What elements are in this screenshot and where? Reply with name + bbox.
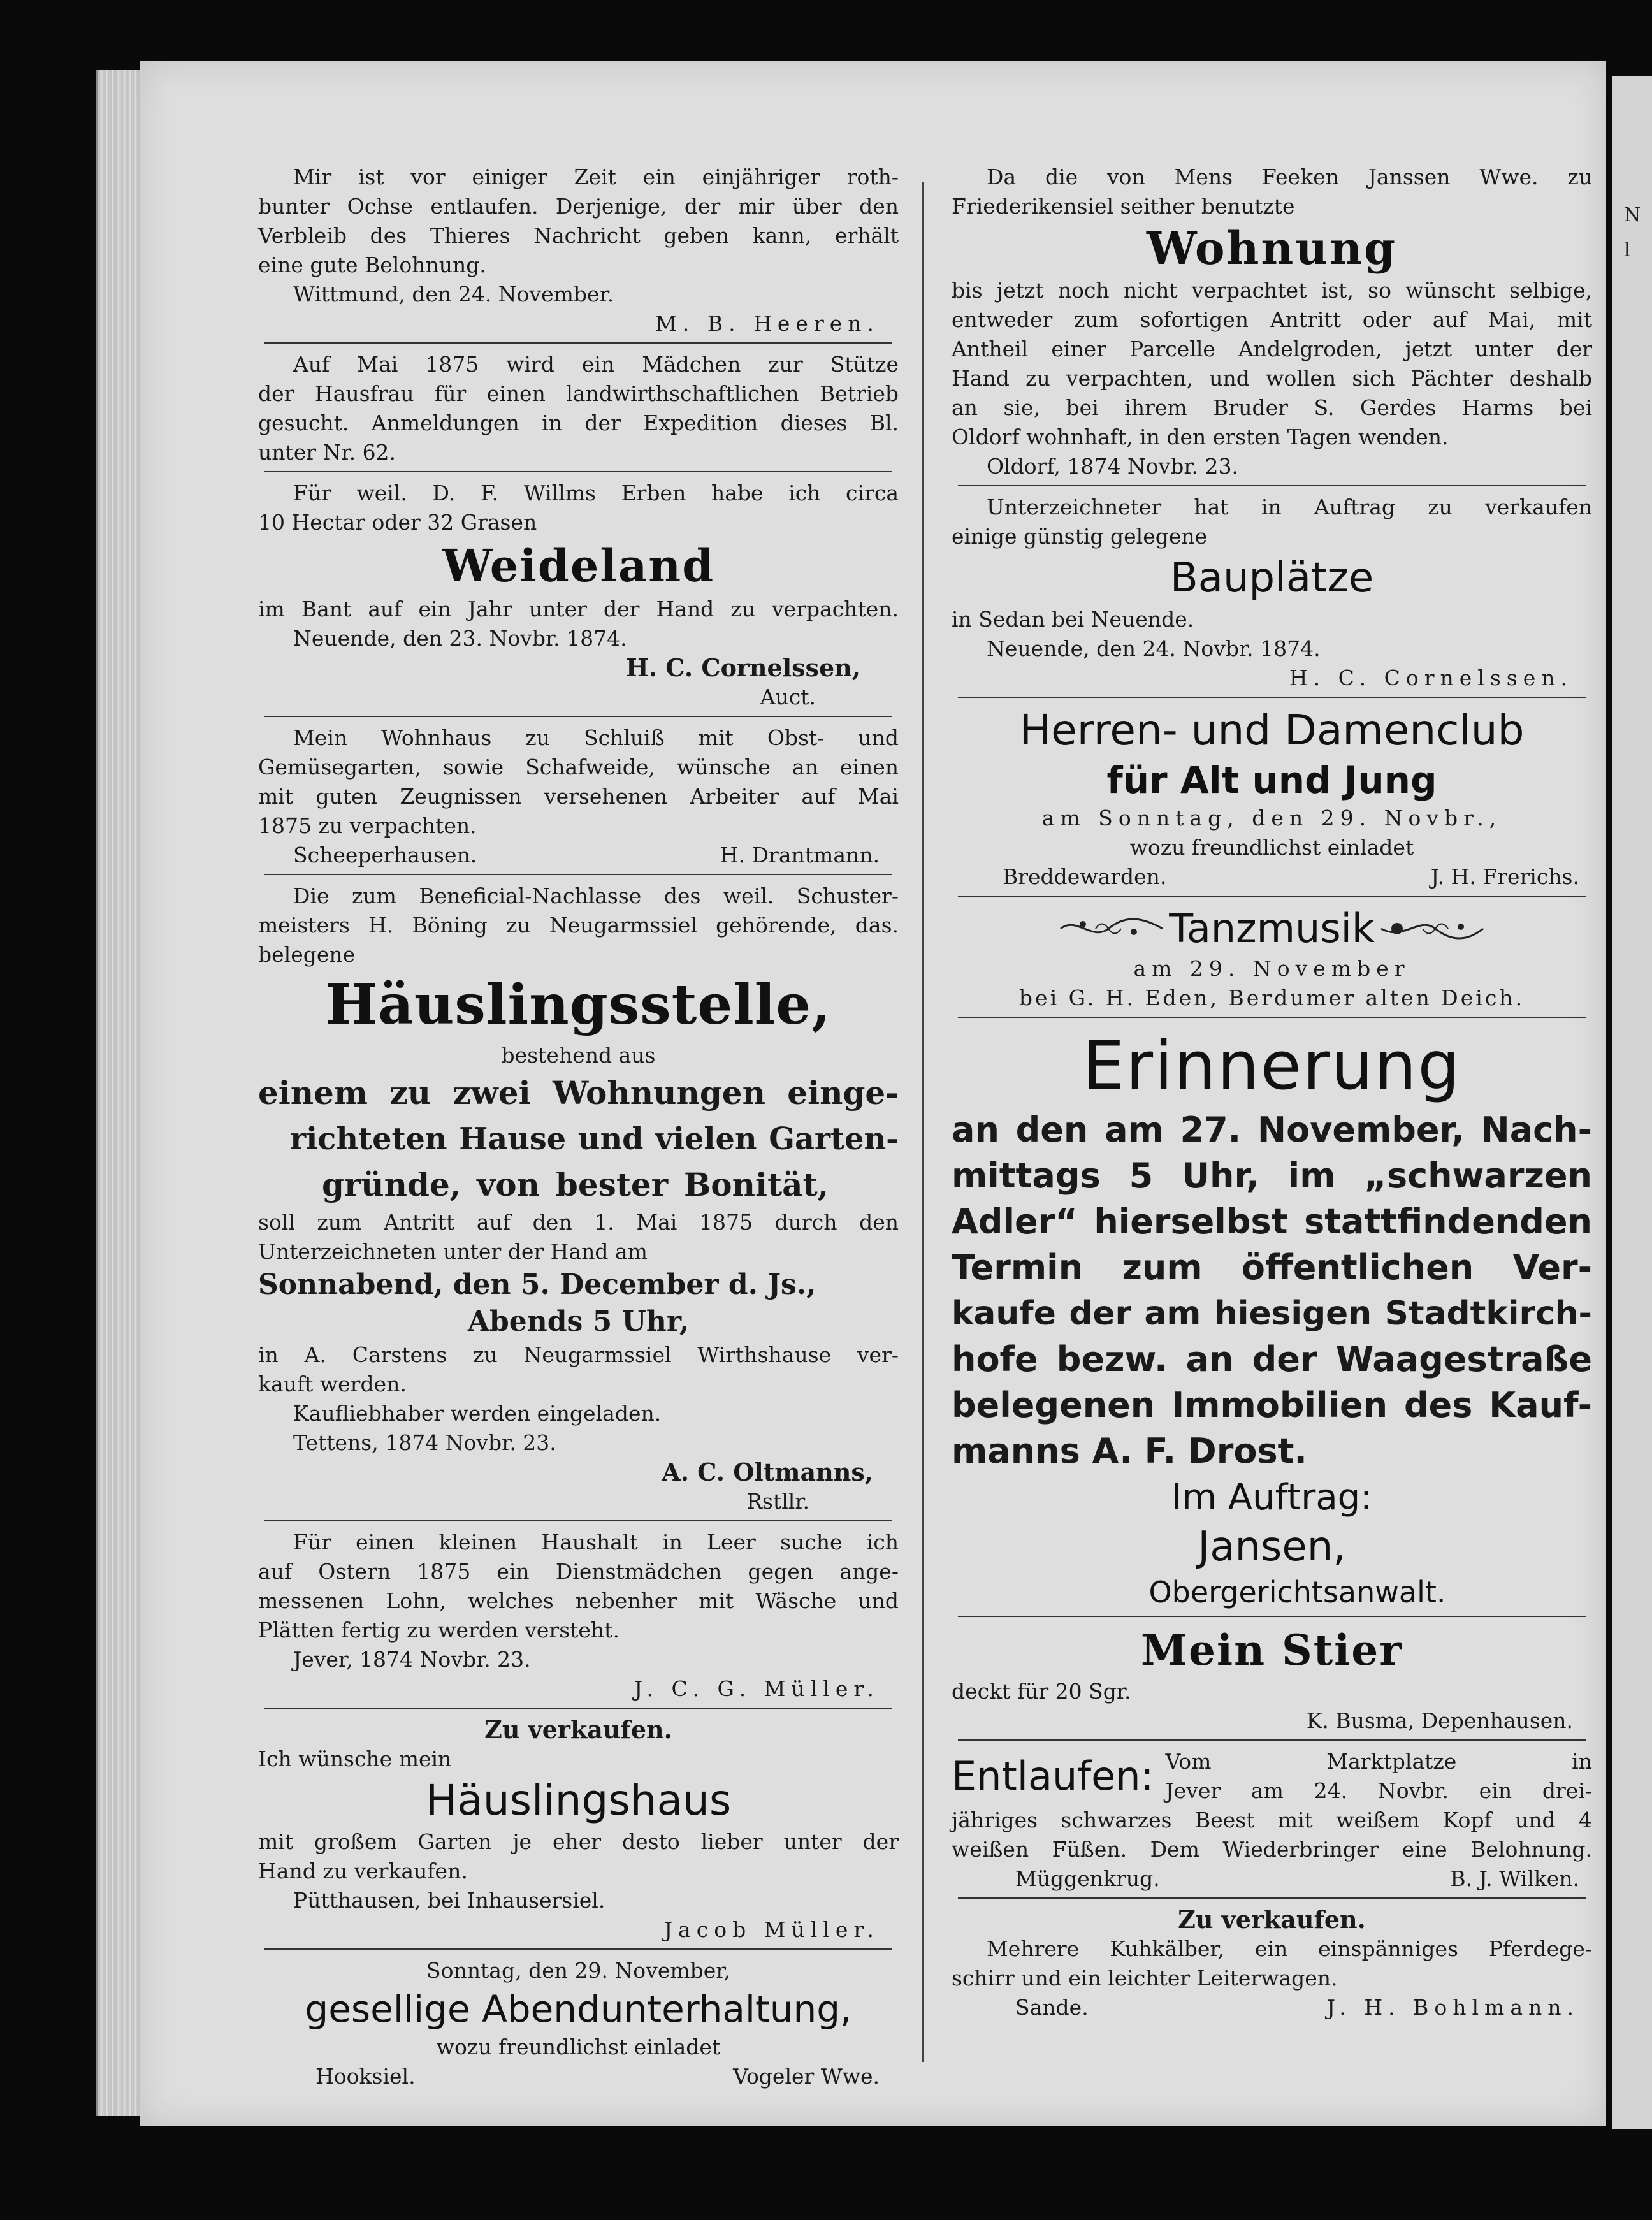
ad-text: unter Nr. 62.	[258, 440, 396, 465]
ad-big-text: einem zu zwei Wohnungen einge-	[258, 1074, 899, 1112]
ad-headline: Weideland	[442, 539, 715, 592]
ad-big-text: Adler“ hierselbst stattfindenden	[952, 1201, 1592, 1242]
adjacent-page-fragment: N	[1624, 204, 1641, 226]
ad-headline: Bauplätze	[1170, 555, 1374, 602]
ad-separator	[958, 896, 1586, 897]
ad-text: in Sedan bei Neuende.	[952, 607, 1194, 632]
ad-headline: Herren- und Damenclub	[1019, 706, 1525, 755]
ad-maid-wanted	[258, 350, 899, 467]
ad-erinnerung	[952, 1024, 1592, 1612]
ad-text: Gemüsegarten, sowie Schafweide, wünsche an einen	[258, 755, 899, 780]
ad-signature: J. H. Frerichs.	[1430, 864, 1579, 889]
ad-place: Breddewarden.	[1003, 864, 1167, 889]
ad-text: weißen Füßen. Dem Wiederbringer eine Belohnung.	[952, 1837, 1592, 1862]
ad-subline: bestehend aus	[501, 1043, 656, 1068]
ad-separator	[264, 874, 892, 875]
ad-maid-leer	[258, 1528, 899, 1704]
ad-tanzmusik	[952, 903, 1592, 1013]
right-column	[952, 163, 1592, 2022]
ad-text: deckt für 20 Sgr.	[952, 1679, 1131, 1704]
ad-text: Mehrere Kuhkälber, ein einspänniges Pferdege-	[987, 1936, 1592, 1961]
ad-signature: Vogeler Wwe.	[733, 2064, 880, 2089]
ornament-right-icon	[1378, 913, 1486, 945]
ad-subline: wozu freundlichst einladet	[1129, 835, 1414, 860]
ad-place: Sande.	[1015, 1995, 1089, 2020]
ad-weideland	[258, 479, 899, 712]
ad-title: Obergerichtsanwalt.	[1148, 1575, 1446, 1609]
column-divider	[922, 182, 924, 2062]
ad-separator	[958, 697, 1586, 698]
ad-headline: Erinnerung	[1082, 1027, 1461, 1105]
ad-damenclub	[952, 704, 1592, 892]
ad-text: Jever am 24. Novbr. ein drei-	[1165, 1778, 1592, 1803]
ad-auftrag: Im Auftrag:	[1171, 1477, 1373, 1518]
ad-date-line: Sonnabend, den 5. December d. Js.,	[258, 1268, 816, 1301]
ad-text: kauft werden.	[258, 1372, 407, 1397]
ad-text: belegene	[258, 942, 356, 967]
ad-text: Für weil. D. F. Willms Erben habe ich circa	[293, 481, 899, 505]
ad-signature: Jacob Müller.	[663, 1917, 880, 1942]
ad-text: Verbleib des Thieres Nachricht geben kann, erhält	[258, 223, 899, 248]
ad-separator	[264, 1708, 892, 1709]
ad-big-text: mittags 5 Uhr, im „schwarzen	[952, 1156, 1592, 1196]
ad-separator	[958, 485, 1586, 486]
ad-separator	[264, 1948, 892, 1950]
ad-stier	[952, 1623, 1592, 1736]
ad-signature: J. C. G. Müller.	[634, 1676, 880, 1701]
ad-text: messenen Lohn, welches nebenher mit Wäsche und	[258, 1588, 899, 1613]
ad-text: schirr und ein leichter Leiterwagen.	[952, 1966, 1338, 1991]
ad-place-date: Oldorf, 1874 Novbr. 23.	[987, 454, 1238, 479]
ad-text: Friederikensiel seither benutzte	[952, 194, 1295, 219]
ad-signature: B. J. Wilken.	[1450, 1866, 1579, 1891]
ad-text: Da die von Mens Feeken Janssen Wwe. zu	[987, 164, 1592, 189]
ad-signature: A. C. Oltmanns,	[662, 1458, 873, 1486]
ad-headline: Häuslingsstelle,	[325, 973, 832, 1037]
ad-big-text: hofe bezw. an der Waagestraße	[952, 1339, 1592, 1379]
ad-entlaufen	[952, 1747, 1592, 1894]
ad-headline: Häuslingshaus	[425, 1776, 732, 1825]
ad-text: Für einen kleinen Haushalt in Leer suche ich	[293, 1530, 899, 1555]
ad-headline: Wohnung	[1146, 222, 1398, 275]
ad-text: an sie, bei ihrem Bruder S. Gerdes Harms bei	[952, 395, 1592, 420]
ad-heading: Zu verkaufen.	[484, 1715, 672, 1744]
ad-text: Plätten fertig zu werden versteht.	[258, 1618, 620, 1643]
ad-text: soll zum Antritt auf den 1. Mai 1875 durch den	[258, 1210, 899, 1235]
ad-separator	[958, 1017, 1586, 1018]
ad-text: Mein Wohnhaus zu Schluiß mit Obst- und	[293, 725, 899, 750]
ad-signature: K. Busma, Depenhausen.	[1306, 1708, 1573, 1733]
ad-text: Mir ist vor einiger Zeit ein einjähriger roth-	[293, 164, 899, 189]
ad-wohnung	[952, 163, 1592, 481]
ornament-left-icon	[1057, 913, 1166, 945]
ad-place: Scheeperhausen.	[293, 843, 477, 867]
ad-zu-verkaufen	[952, 1905, 1592, 2022]
ad-big-text: kaufe der am hiesigen Stadtkirch-	[952, 1295, 1592, 1333]
ad-text: jähriges schwarzes Beest mit weißem Kopf und 4	[952, 1808, 1592, 1832]
ad-bauplaetze	[952, 493, 1592, 693]
ad-signature: M. B. Heeren.	[655, 311, 880, 336]
ad-place-date: Wittmund, den 24. November.	[293, 282, 614, 307]
adjacent-page	[1612, 76, 1652, 2129]
ad-separator	[958, 1739, 1586, 1741]
ad-text: eine gute Belohnung.	[258, 252, 486, 277]
ad-date: am Sonntag, den 29. Novbr.,	[1041, 806, 1502, 831]
ad-text: gesucht. Anmeldungen in der Expedition dieses Bl.	[258, 410, 899, 435]
ad-text: 1875 zu verpachten.	[258, 813, 477, 838]
ad-abendunterhaltung	[258, 1956, 899, 2091]
ad-headline: gesellige Abendunterhaltung,	[305, 1987, 852, 2031]
ad-place-date: Jever, 1874 Novbr. 23.	[293, 1647, 531, 1672]
ad-date: am 29. November	[1133, 956, 1410, 981]
ad-text: bunter Ochse entlaufen. Derjenige, der mir über den	[258, 194, 899, 219]
ad-signature-title: Rstllr.	[746, 1489, 809, 1514]
ad-separator	[264, 342, 892, 344]
ad-big-text: manns A. F. Drost.	[952, 1431, 1307, 1471]
ad-text: meisters H. Böning zu Neugarmssiel gehörende, das.	[258, 913, 899, 938]
ad-separator	[264, 1520, 892, 1521]
ad-text: im Bant auf ein Jahr unter der Hand zu verpachten.	[258, 597, 899, 621]
ad-headline: Tanzmusik	[1169, 905, 1375, 952]
ad-signature-title: Auct.	[760, 685, 816, 709]
ad-text: mit großem Garten je eher desto lieber unter der	[258, 1829, 899, 1854]
ad-separator	[958, 1616, 1586, 1617]
ad-signature: H. C. Cornelssen.	[1289, 665, 1573, 690]
ad-text: Unterzeichneter hat in Auftrag zu verkaufen	[987, 495, 1592, 519]
left-column	[258, 163, 899, 2091]
ad-big-text: gründe, von bester Bonität,	[322, 1166, 829, 1203]
ad-place: Pütthausen, bei Inhausersiel.	[293, 1888, 605, 1913]
ad-text: Vom Marktplatze in	[1165, 1749, 1592, 1774]
ad-text: in A. Carstens zu Neugarmssiel Wirthshause ver-	[258, 1342, 899, 1367]
ad-heading: Zu verkaufen.	[1178, 1905, 1366, 1934]
ad-place-date: Neuende, den 24. Novbr. 1874.	[987, 636, 1321, 661]
ad-place: Hooksiel.	[315, 2064, 416, 2089]
ad-place-date: Neuende, den 23. Novbr. 1874.	[293, 626, 627, 651]
ad-signature: J. H. Bohlmann.	[1326, 1995, 1579, 2020]
ad-big-text: an den am 27. November, Nach-	[952, 1110, 1592, 1150]
ad-signature: H. C. Cornelssen,	[625, 653, 860, 682]
ad-separator	[958, 1897, 1586, 1899]
ad-text: 10 Hectar oder 32 Grasen	[258, 510, 537, 535]
ad-text: der Hausfrau für einen landwirthschaftlichen Betrieb	[258, 381, 899, 406]
ad-date: Sonntag, den 29. November,	[426, 1958, 730, 1983]
ad-haeuslingshaus	[258, 1715, 899, 1945]
ad-signature: H. Drantmann.	[720, 843, 880, 867]
ad-text: Ich wünsche mein	[258, 1746, 452, 1771]
ad-place-date: Tettens, 1874 Novbr. 23.	[293, 1430, 556, 1455]
ad-headline: Mein Stier	[1140, 1625, 1403, 1675]
ad-subline: wozu freundlichst einladet	[436, 2035, 721, 2059]
ad-place: Müggenkrug.	[1015, 1866, 1160, 1891]
ad-text: auf Ostern 1875 ein Dienstmädchen gegen ange-	[258, 1559, 899, 1584]
ad-house-lease	[258, 723, 899, 870]
ad-text: Die zum Beneficial-Nachlasse des weil. Schuster-	[293, 883, 899, 908]
ad-text: Hand zu verkaufen.	[258, 1859, 468, 1883]
ad-lost-ox	[258, 163, 899, 338]
ad-time-line: Abends 5 Uhr,	[467, 1305, 690, 1338]
ad-separator	[264, 716, 892, 717]
ad-big-text: Termin zum öffentlichen Ver-	[952, 1247, 1592, 1288]
ad-text: einige günstig gelegene	[952, 524, 1208, 549]
ad-text: Auf Mai 1875 wird ein Mädchen zur Stütze	[293, 352, 899, 377]
ad-text: Unterzeichneten unter der Hand am	[258, 1239, 648, 1264]
ad-place: bei G. H. Eden, Berdumer alten Deich.	[1018, 985, 1525, 1010]
ad-big-text: richteten Hause und vielen Garten-	[290, 1121, 899, 1157]
ad-headline: für Alt und Jung	[1106, 758, 1437, 802]
ad-text: Oldorf wohnhaft, in den ersten Tagen wenden.	[952, 424, 1449, 449]
ad-text: Hand zu verpachten, und wollen sich Pächter deshalb	[952, 366, 1592, 391]
ad-text: Antheil einer Parcelle Andelgroden, jetzt unter der	[952, 337, 1592, 361]
ad-text: Kaufliebhaber werden eingeladen.	[293, 1401, 662, 1426]
ad-big-text: belegenen Immobilien des Kauf-	[952, 1385, 1592, 1425]
ad-haeuslingsstelle	[258, 881, 899, 1516]
adjacent-page-fragment: l	[1624, 239, 1630, 261]
ad-name: Jansen,	[1198, 1523, 1346, 1571]
ad-headline: Entlaufen:	[952, 1753, 1154, 1799]
ad-text: entweder zum sofortigen Antritt oder auf Mai, mit	[952, 307, 1592, 332]
ad-text: mit guten Zeugnissen versehenen Arbeiter auf Mai	[258, 784, 899, 809]
ad-separator	[264, 471, 892, 472]
ad-text: bis jetzt noch nicht verpachtet ist, so wünscht selbige,	[952, 278, 1592, 303]
